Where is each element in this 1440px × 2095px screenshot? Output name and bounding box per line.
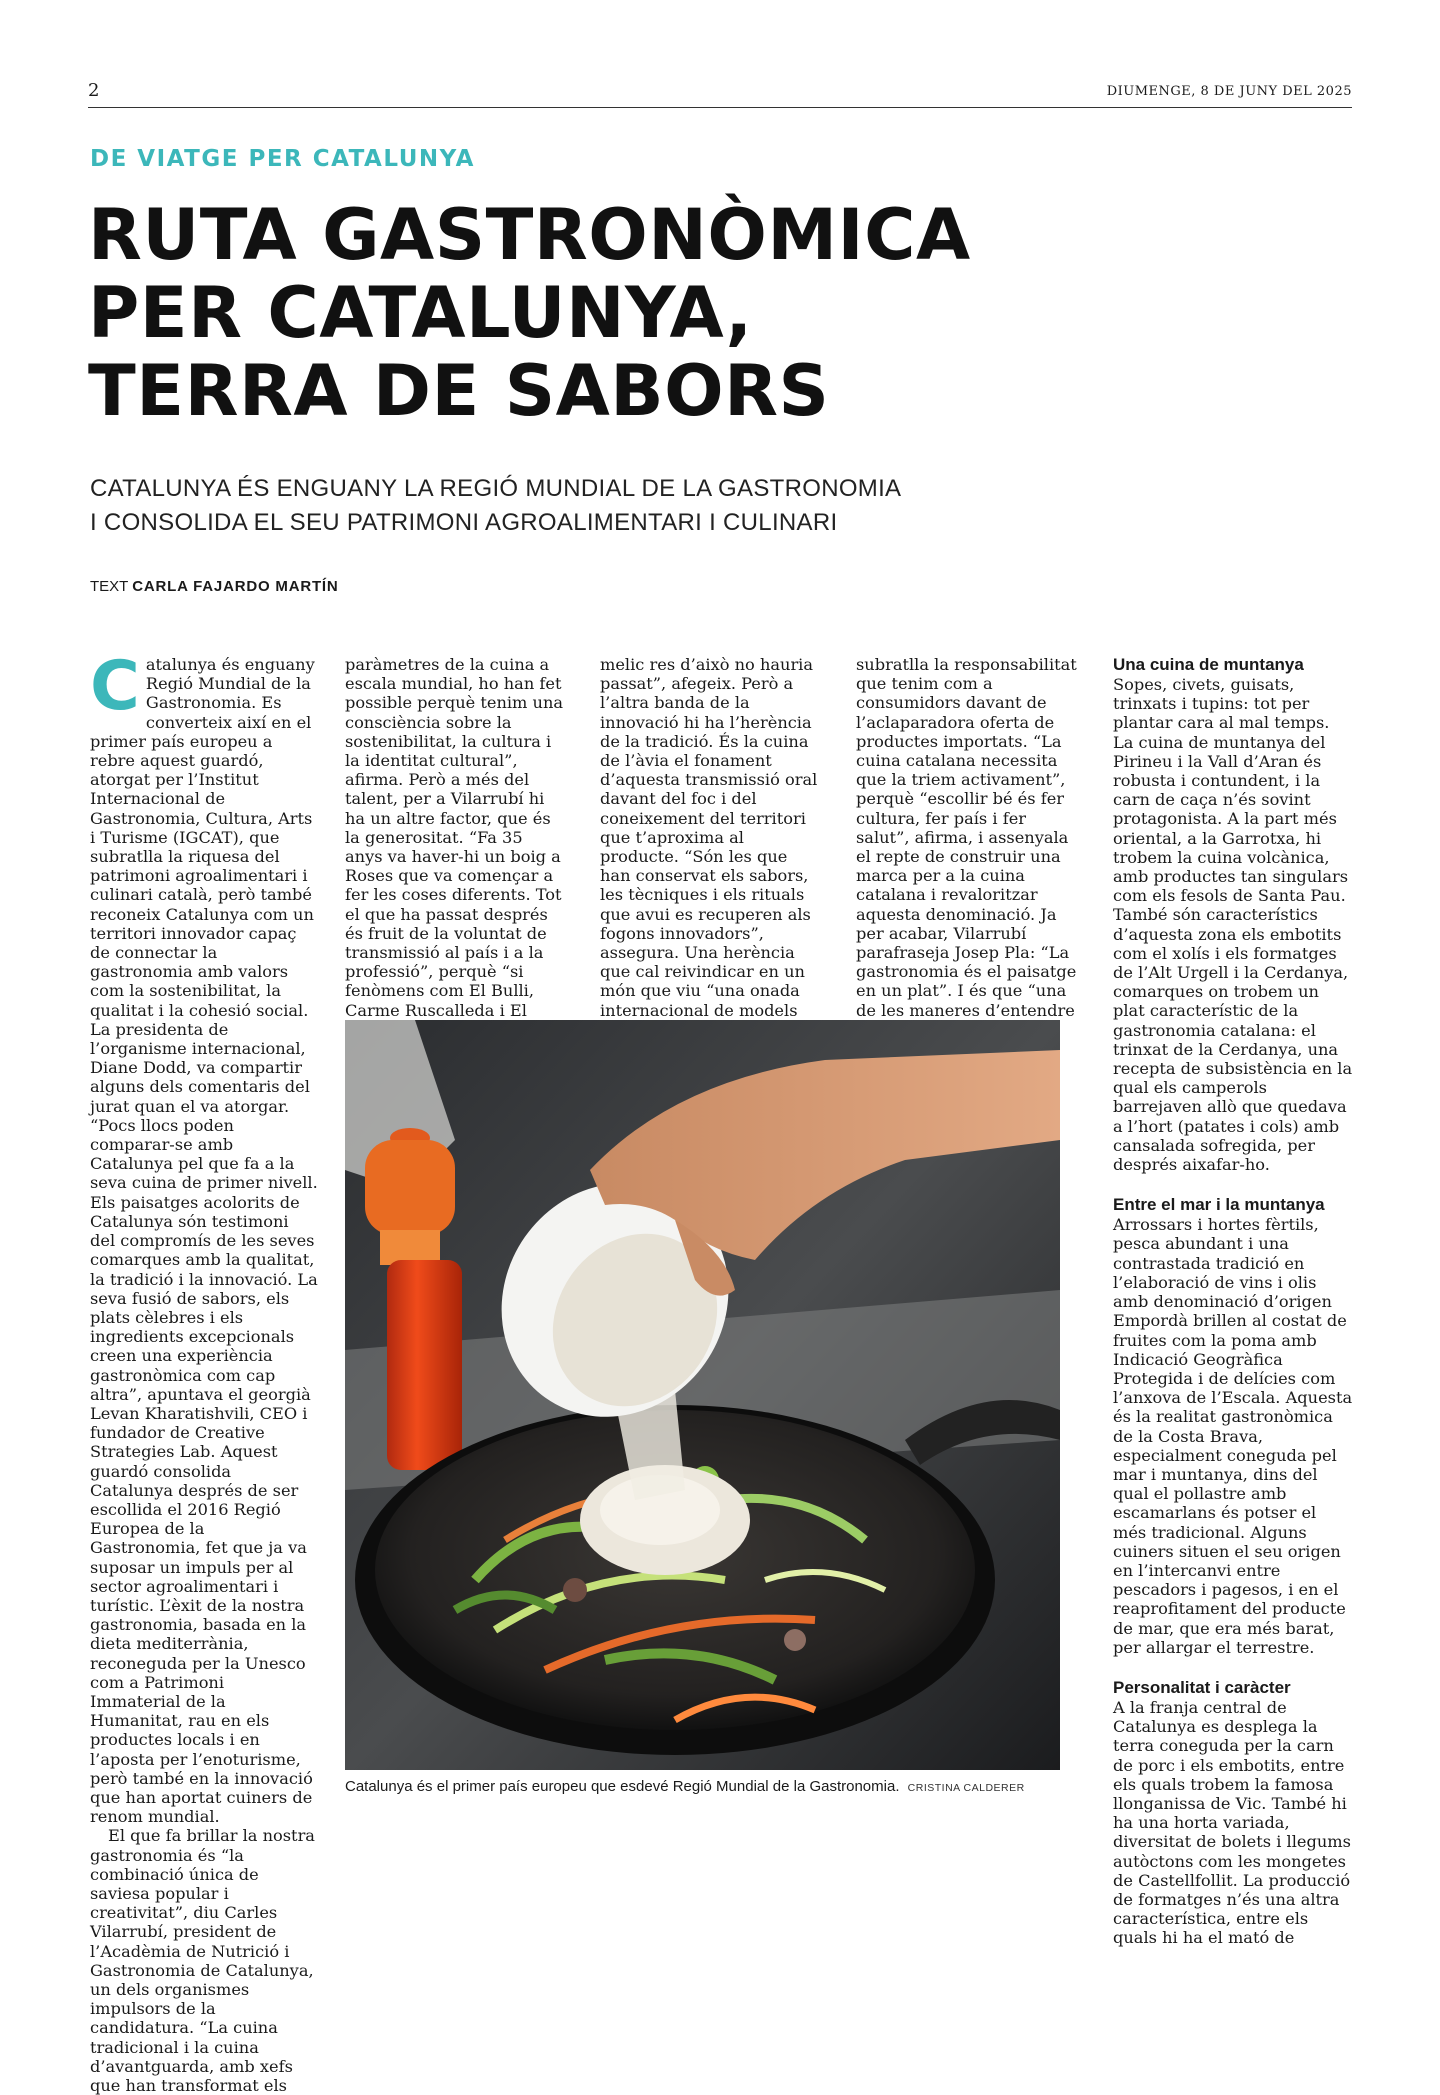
headline — [88, 196, 971, 430]
body-column-2 — [345, 655, 565, 1020]
body-paragraph: melic res d’això no hauria passat”, afegeix. Però a l’altra banda de la innovació hi ha l’herència de la tradició. És la cuina de l’àvia el fonament d’aquesta transmissió oral davant del foc i del coneixement del territori que t’aproxima al producte. “Són les que han conservat els sabors, les tècniques i els rituals que avui es recuperen als fogons innovadors”, assegura. Una herència que cal reivindicar en un món que viu “una onada internacional de models — [600, 655, 818, 1020]
body-paragraph: subratlla la responsabilitat que tenim com a consumidors davant de l’aclaparadora oferta de productes importats. “La cuina catalana necessita que la triem activament”, perquè “escollir bé és fer cultura, fer país i fer salut”, afirma, i assenyala el repte de construir una marca per a la cuina catalana i revaloritzar aquesta denominació. Ja per acabar, Vilarrubí parafraseja Josep Pla: “La gastronomia és el paisatge en un plat”. I és que “una de les maneres d’entendre — [856, 655, 1077, 1020]
sidebar-subhead-3: Personalitat i caràcter — [1113, 1677, 1291, 1697]
body-paragraph — [90, 647, 318, 1827]
subheadline-line-1: CATALUNYA ÉS ENGUANY LA REGIÓ MUNDIAL DE LA GASTRONOMIA — [90, 475, 902, 502]
byline-label: TEXT — [90, 578, 129, 595]
sidebar-gap — [1113, 1657, 1353, 1678]
article-photo — [345, 1020, 1060, 1770]
sidebar-subhead-2: Entre el mar i la muntanya — [1113, 1195, 1325, 1215]
sidebar-column — [1113, 655, 1353, 1948]
photo-credit: CRISTINA CALDERER — [907, 1782, 1025, 1794]
drop-cap: C — [90, 647, 140, 726]
caption-text: Catalunya és el primer país europeu que esdevé Regió Mundial de la Gastronomia. — [345, 1778, 900, 1795]
headline-line-2: PER CATALUNYA, — [88, 272, 753, 354]
photo-caption — [345, 1778, 1025, 1795]
subheadline — [90, 472, 901, 540]
sidebar-text-2: Arrossars i hortes fèrtils, pesca abundant i una contrastada tradició en l’elaboració de vins i olis amb denominació d’origen Empordà brillen al costat de fruites com la poma amb Indicació Geogràfica Protegida i de delícies com l’anxova de l’Escala. Aquesta és la realitat gastronòmica de la Costa Brava, especialment coneguda pel mar i muntanya, dins del qual el pollastre amb escamarlans és potser el més tradicional. Alguns cuiners situen el seu origen en l’intercanvi entre pescadors i pagesos, i en el reaprofitament del producte de mar, que era més barat, per allargar el terrestre. — [1113, 1215, 1353, 1657]
paragraph-text: atalunya és enguany Regió Mundial de la Gastronomia. Es converteix així en el primer país europeu a rebre aquest guardó, atorgat per l’Institut Internacional de Gastronomia, Cultura, Arts i Turisme (IGCAT), que subratlla la riquesa del patrimoni agroalimentari i culinari català, però també reconeix Catalunya com un territori innovador capaç de connectar la gastronomia amb valors com la sostenibilitat, la qualitat i la cohesió social. La presidenta de l’organisme internacional, Diane Dodd, va compartir alguns dels comentaris del jurat quan el va atorgar. “Pocs llocs poden comparar-se amb Catalunya pel que fa a la seva cuina de primer nivell. Els paisatges acolorits de Catalunya són testimoni del compromís de les seves comarques amb la qualitat, la tradició i la innovació. La seva fusió de sabors, els plats cèlebres i els ingredients excepcionals creen una experiència gastronòmica com cap altra”, apuntava el georgià Levan Kharatishvili, CEO i fundador de Creative Strategies Lab. Aquest guardó consolida Catalunya després de ser escollida el 2016 Regió Europea de la Gastronomia, fet que ja va suposar un impuls per al sector agroalimentari i turístic. L’èxit de la nostra gastronomia, basada en la dieta mediterrània, reconeguda per la Unesco com a Patrimoni Immaterial de la Humanitat, rau en els productes locals i en l’aposta per l’enoturisme, però també en la innovació que han aportat cuiners de renom mundial. — [90, 655, 318, 1827]
byline — [90, 578, 339, 595]
sidebar-subhead-1: Una cuina de muntanya — [1113, 655, 1304, 674]
headline-line-3: TERRA DE SABORS — [88, 350, 830, 432]
section-label: DE VIATGE PER CATALUNYA — [90, 146, 475, 172]
headline-line-1: RUTA GASTRONÒMICA — [88, 194, 971, 276]
body-paragraph: paràmetres de la cuina a escala mundial, ho han fet possible perquè tenim una consciència sobre la sostenibilitat, la cultura i la identitat cultural”, afirma. Però a més del talent, per a Vilarrubí hi ha un altre factor, que és la generositat. “Fa 35 anys va haver-hi un boig a Roses que va començar a fer les coses diferents. Tot el que ha passat després és fruit de la voluntat de transmissió al país i a la professió”, perquè “si fenòmens com El Bulli, Carme Ruscalleda i El — [345, 655, 564, 1020]
body-column-4 — [856, 655, 1084, 1020]
sidebar-text-1: Sopes, civets, guisats, trinxats i tupins: tot per plantar cara al mal temps. La cuina de muntanya del Pirineu i la Vall d’Aran és robusta i contundent, i la carn de caça n’és sovint protagonista. A la part més oriental, a la Garrotxa, hi trobem la cuina volcànica, amb productes tan singulars com els fesols de Santa Pau. També són característics d’aquesta zona els embotits com el xolís i els formatges de l’Alt Urgell i la Cerdanya, comarques on trobem un plat característic de la gastronomia catalana: el trinxat de la Cerdanya, una recepta de subsistència en la qual els camperols barrejaven allò que quedava a l’hort (patates i cols) amb cansalada sofregida, per després aixafar-ho. — [1113, 675, 1353, 1175]
body-column-1 — [90, 647, 318, 2095]
byline-author: CARLA FAJARDO MARTÍN — [132, 578, 339, 595]
page-number: 2 — [88, 80, 100, 101]
subheadline-line-2: I CONSOLIDA EL SEU PATRIMONI AGROALIMENTARI I CULINARI — [90, 509, 838, 536]
photo-illustration — [345, 1020, 1060, 1770]
body-paragraph: El que fa brillar la nostra gastronomia és “la combinació única de saviesa popular i creativitat”, diu Carles Vilarrubí, president de l’Acadèmia de Nutrició i Gastronomia de Catalunya, un dels organismes impulsors de la candidatura. “La cuina tradicional i la cuina d’avantguarda, amb xefs que han transformat els — [90, 1826, 315, 2095]
sidebar-text-3: A la franja central de Catalunya es desplega la terra coneguda per la carn de porc i els embotits, entre els quals trobem la famosa llonganissa de Vic. També hi ha una horta variada, diversitat de bolets i llegums autòctons com les mongetes de Castellfollit. La producció de formatges n’és una altra característica, entre els quals hi ha el mató de — [1113, 1697, 1351, 1948]
sidebar-gap — [1113, 1174, 1353, 1195]
header-rule — [88, 107, 1352, 108]
body-column-3 — [600, 655, 822, 1020]
page-date: DIUMENGE, 8 DE JUNY DEL 2025 — [1106, 84, 1352, 99]
